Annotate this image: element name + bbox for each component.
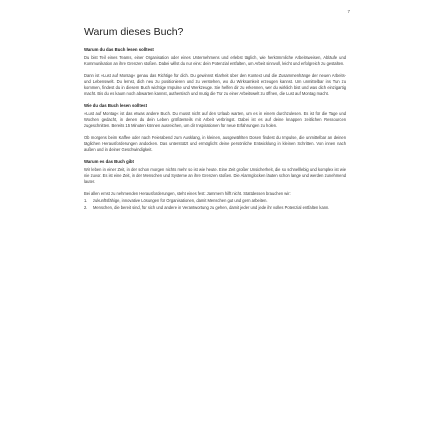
section-heading: Warum du das Buch lesen solltest: [84, 46, 154, 52]
section-why-read: [84, 47, 346, 97]
section-heading: Warum es das Buch gibt: [84, 158, 134, 164]
list-item: [84, 205, 346, 211]
section-heading: Wie du das Buch lesen solltest: [84, 102, 147, 108]
page-title: Warum dieses Buch?: [84, 26, 184, 38]
list-text: zukunftsfähige, innovative Lösungen für Organisationen, damit Menschen gut und gern arbeiten.: [93, 197, 268, 203]
paragraph: Ob morgens beim Kaffee oder nach Feierabend zum Ausklang, in kleinen, ausgewählten Dosen findest du Impulse, die unmittelbar an deinen täglichen Herausforderungen andocken. Das unterstützt und ermöglicht deine persönliche Entwicklung in kleinen Schritten. Von innen nach außen und in deiner Geschwindigkeit.: [84, 134, 346, 152]
list-item: [84, 198, 346, 204]
page-number: 7: [347, 9, 350, 14]
numbered-list: [84, 198, 346, 211]
paragraph: Wir leben in einer Zeit, in der schon morgen nichts mehr so ist wie heute. Eine Zeit großer Unsicherheit, die so schnelllebig und komplex ist wie nie zuvor. Es ist eine Zeit, in der Menschen und Systeme an ihre Grenzen stoßen. Die Alarmglocken läuten schon lange und werden zunehmend lauter.: [84, 166, 346, 184]
content: [84, 26, 346, 212]
list-number: 1.: [84, 197, 88, 203]
list-number: 2.: [84, 204, 88, 210]
section-why-exists: [84, 159, 346, 211]
paragraph: Bei allen ernst zu nehmenden Herausforderungen, steht eines fest: Jammern hilft nicht. Stattdessen brauchen wir:: [84, 190, 291, 196]
paragraph: Dann ist »Lust auf Montag« genau das Richtige für dich. Du gewinnst Klarheit über den Kontext und die Zusammenhänge der neuen Arbeits- und Lebenswelt. Du lernst, dich neu zu positionieren und zu verstehen, wo du Wirksamkeit erzeugen kannst. Um unmittelbar ins Tun zu kommen, findest du in diesem Buch wichtige Impulse und Werkzeuge. Sie helfen dir zu erkennen, wer du wirklich bist und was dich einzigartig macht. Bis du es kaum noch abwarten kannst, authentisch und mutig die Tür zu einer Arbeitswelt zu öffnen, die Lust auf Montag macht.: [84, 72, 346, 96]
paragraph: Du bist Teil eines Teams, einer Organisation oder eines Unternehmens und erlebst täglich, wie herkömmliche Arbeitsweisen, Abläufe und Kommunikation an ihre Grenzen stoßen. Dabei willst du nur eins: dein Potenzial entfalten, um Arbeit sinnvoll, leicht und erfolgreich zu gestalten.: [84, 54, 346, 66]
paragraph: »Lust auf Montag« ist das etwas andere Buch. Du musst nicht auf den Urlaub warten, um es in einem durchzulesen. Es ist für die Tage und Wochen gedacht, in denen du dein Leben größtenteils mit Arbeit verbringst. Dabei ist es auf deine knappen zeitlichen Ressourcen zugeschnitten. Bereits 15 Minuten können ausreichen, um dir Inspirationen für neue Erfahrungen zu holen.: [84, 110, 346, 128]
section-how-read: [84, 103, 346, 153]
list-text: Menschen, die bereit sind, für sich und andere in Verantwortung zu gehen, damit jeder und jede ihr volles Potenzial entfalten kann.: [93, 204, 330, 210]
